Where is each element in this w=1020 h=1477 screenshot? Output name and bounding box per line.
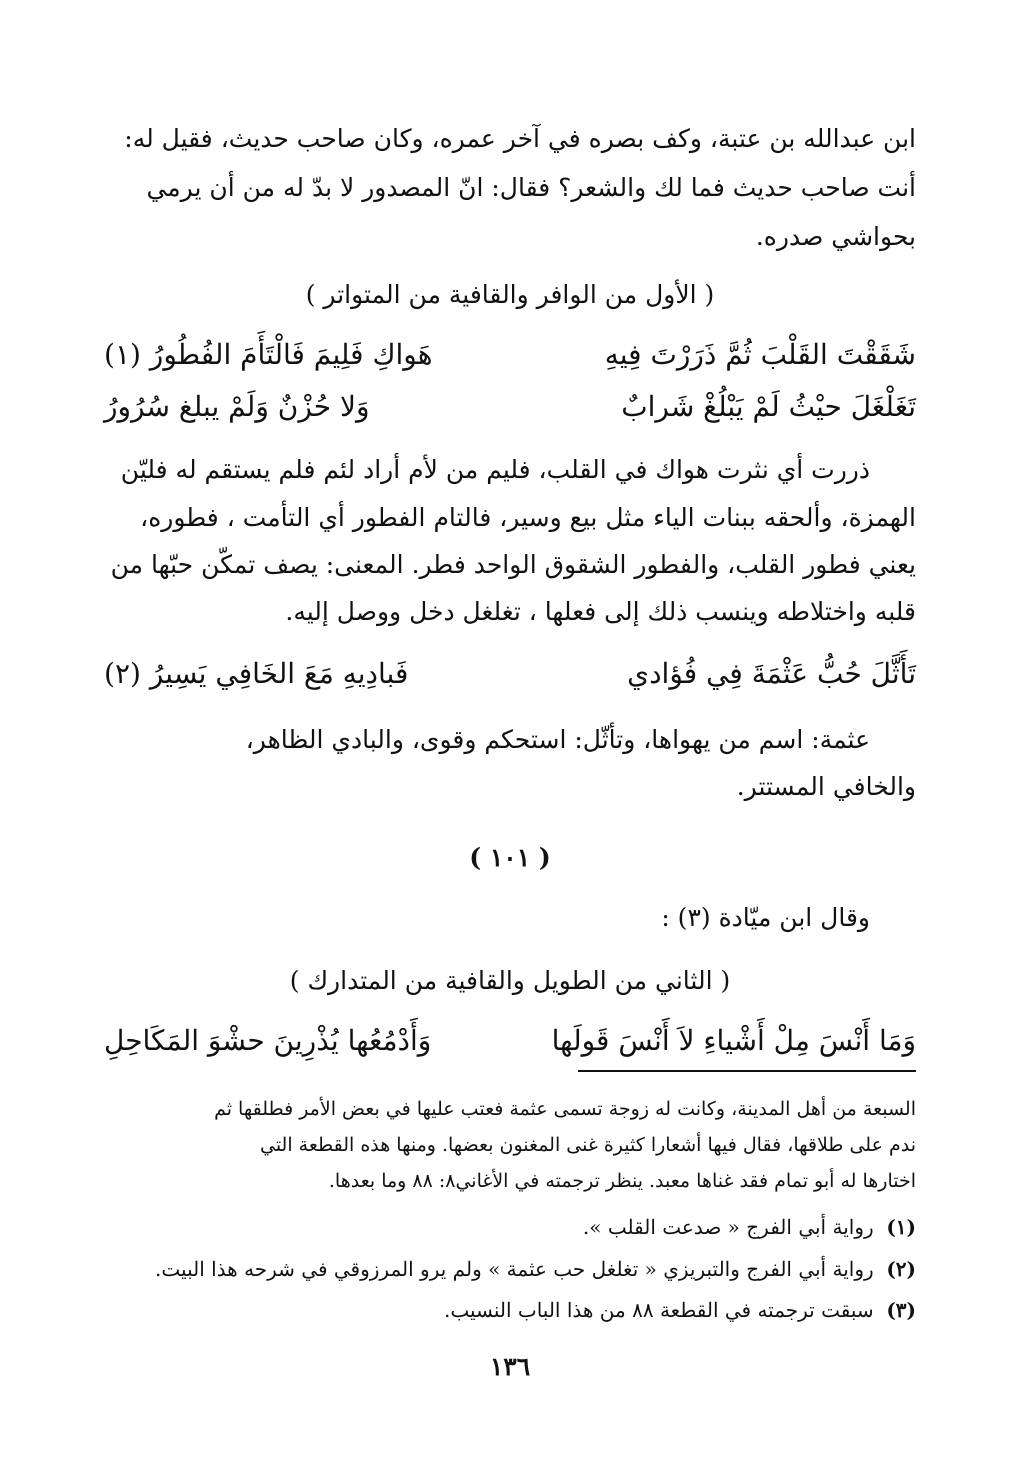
verse-hemistich: شَقَقْتَ القَلْبَ ثُمَّ ذَرَرْتَ فِيهِ: [604, 338, 916, 371]
meter-heading: ( الأول من الوافر والقافية من المتواتر ): [305, 280, 715, 309]
text-line: ذررت أي نثرت هواك في القلب، فليم من لأم أراد لئم فلم يستقم له فليّن: [120, 455, 870, 484]
poet-intro: وقال ابن ميّادة (٣) :: [661, 903, 870, 932]
text-line: والخافي المستتر.: [736, 772, 916, 801]
text-line: الهمزة، وألحقه ببنات الياء مثل بيع وسير، فالتام الفطور أي التأمت ، فطوره،: [140, 503, 916, 532]
text-line: أنت صاحب حديث فما لك والشعر؟ فقال: انّ المصدور لا بدّ له من أن يرمي: [146, 173, 916, 202]
text-line: عثمة: اسم من يهواها، وتأثّل: استحكم وقوى، والبادي الظاهر،: [245, 725, 870, 754]
footnote-number: (١): [886, 1215, 916, 1239]
footnote-separator: [578, 1070, 916, 1072]
footnote-text: رواية أبي الفرج « صدعت القلب ».: [582, 1215, 874, 1239]
text-line: قلبه واختلاطه وينسب ذلك إلى فعلها ، تغلغل دخل ووصل إليه.: [285, 597, 916, 626]
footnote: [583, 1215, 916, 1239]
meter-heading: ( الثاني من الطويل والقافية من المتدارك ): [289, 966, 731, 995]
footnote: [155, 1257, 916, 1281]
text-line: ابن عبدالله بن عتبة، وكف بصره في آخر عمره، وكان صاحب حديث، فقيل له:: [124, 124, 916, 153]
verse-hemistich: وَلا حُزْنٌ وَلَمْ يبلغ سُرُورُ: [104, 390, 370, 423]
footnote-number: (٢): [886, 1257, 916, 1281]
verse-hemistich: وَأَدْمُعُها يُذْرِينَ حشْوَ المَكَاحِلِ: [104, 1024, 432, 1057]
page-number: ١٣٦: [489, 1352, 531, 1381]
footnote-text: ندم على طلاقها، فقال فيها أشعارا كثيرة غنى المغنون بعضها. ومنها هذه القطعة التي: [259, 1134, 916, 1156]
footnote-text: اختارها له أبو تمام فقد غناها معبد. ينظر ترجمته في الأغاني٨: ٨٨ وما بعدها.: [328, 1170, 916, 1192]
text-line: بحواشي صدره.: [755, 222, 916, 251]
verse-hemistich: تَغَلْغَلَ حيْثُ لَمْ يَبْلُغْ شَرابٌ: [621, 390, 916, 423]
footnote-text: سبقت ترجمته في القطعة ٨٨ من هذا الباب النسيب.: [443, 1298, 874, 1322]
verse-hemistich: هَواكِ فَلِيمَ فَالْتَأَمَ الفُطُورُ (١): [104, 338, 433, 371]
footnote-text: رواية أبي الفرج والتبريزي « تغلغل حب عثمة » ولم يرو المرزوقي في شرحه هذا البيت.: [155, 1257, 874, 1281]
footnote: [444, 1298, 916, 1322]
verse-hemistich: فَبادِيهِ مَعَ الخَافِي يَسِيرُ (٢): [104, 657, 409, 690]
footnote-text: السبعة من أهل المدينة، وكانت له زوجة تسمى عثمة فعتب عليها في بعض الأمر فطلقها ثم: [214, 1098, 916, 1120]
verse-hemistich: تَأَثَّلَ حُبُّ عَثْمَةَ فِي فُؤادي: [627, 657, 916, 690]
text-line: يعني فطور القلب، والفطور الشقوق الواحد فطر. المعنى: يصف تمكّن حبّها من: [110, 550, 916, 579]
footnote-number: (٣): [886, 1298, 916, 1322]
verse-hemistich: وَمَا أَنْسَ مِلْ أَشْياءِ لاَ أَنْسَ قَولَها: [551, 1024, 916, 1057]
poem-number: ( ١٠١ ): [469, 843, 551, 872]
